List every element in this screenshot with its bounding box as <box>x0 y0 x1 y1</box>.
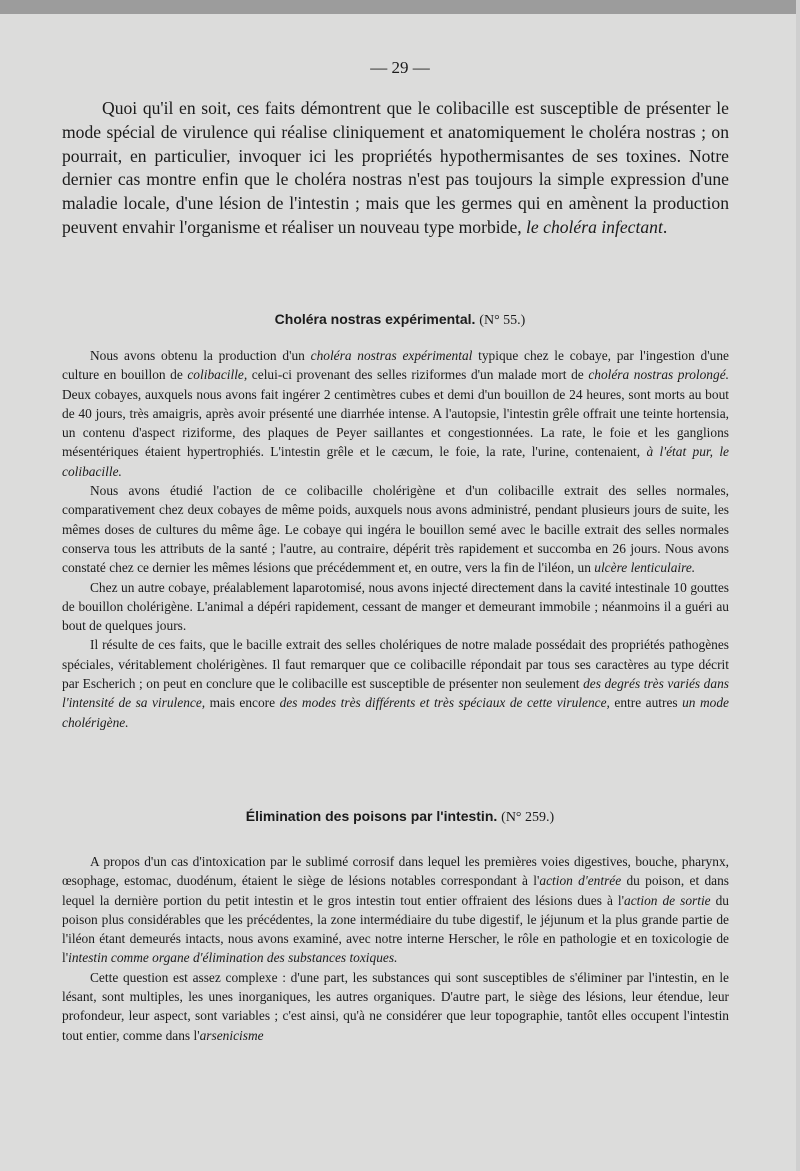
paragraph <box>62 346 729 481</box>
scan-top-border <box>0 0 800 14</box>
text-run: Il résulte de ces faits, que le bacille extrait des selles cholériques de notre malade possédait des propriétés pathogènes spéciales, véritablement cholérigènes. Il faut remarquer que ce colibacille répondait par tous ses caractères au type décrit par Escherich ; on peut en conclure que le colibacille est susceptible de présenter non seulement <box>62 637 729 692</box>
text-run: Chez un autre cobaye, préalablement laparotomisé, nous avons injecté directement dans la cavité intestinale 10 gouttes de bouillon cholérigène. L'animal a dépéri rapidement, cessant de manger et demeurant immobile ; néanmoins il a guéri au bout de quelques jours. <box>62 579 729 634</box>
intro-text: Quoi qu'il en soit, ces faits démontrent que le colibacille est susceptible de présenter le mode spécial de virulence qui réalise cliniquement et anatomiquement le choléra nostras ; on pourrait, en particulier, invoquer ici les propriétés hypothermisantes de ses toxines. Notre dernier cas montre enfin que le choléra nostras n'est pas toujours la simple expression d'une maladie locale, d'une lésion de l'intestin ; mais que les germes qui en amènent la production peuvent envahir l'organisme et réaliser un nouveau type morbide, <box>62 98 729 237</box>
text-run: Cette question est assez complexe : d'une part, les substances qui sont susceptibles de s'éliminer par l'intestin, en le lésant, sont multiples, les unes inorganiques, les autres organiques. D'autre part, le siège des lésions, leur étendue, leur profondeur, leur aspect, sont variables ; c'est ainsi, qu'à ne considérer que leur topographie, tantôt elles occupent l'intestin tout entier, comme dans l' <box>62 969 729 1043</box>
section-body-elimination <box>62 852 729 1045</box>
section-body-cholera <box>62 346 729 732</box>
paragraph <box>62 635 729 731</box>
italic-run: action d'entrée <box>539 873 622 889</box>
italic-run: ulcère lenticulaire. <box>594 560 696 576</box>
paragraph <box>62 852 729 968</box>
text-run: typique chez le cobaye, par l'ingestion d'une culture en bouillon de <box>62 348 729 383</box>
italic-run: colibacille, <box>187 367 248 383</box>
section-reference: (N° 55.) <box>479 313 526 328</box>
scan-right-border <box>796 0 800 1171</box>
section-heading-text: Élimination des poisons par l'intestin. <box>245 808 498 824</box>
text-run: Deux cobayes, auxquels nous avons fait ingérer 2 centimètres cubes et demi d'un bouillon de 24 heures, sont morts au bout de 40 jours, très amaigris, après avoir présenté une diarrhée intense. A l'autopsie, l'intestin grêle offrait une teinte hortensia, un contenu d'aspect riziforme, des plaques de Peyer saillantes et congestionnées. La rate, le foie et les ganglions mésentériques étaient hypertrophiés. L'intestin grêle et le cæcum, le foie, la rate, l'urine, contenaient, <box>62 386 729 460</box>
italic-run: arsenicisme <box>199 1027 264 1043</box>
section-reference: (N° 259.) <box>501 810 555 825</box>
text-run: Nous avons obtenu la production d'un <box>90 348 311 363</box>
italic-run: un mode cholérigène. <box>62 695 729 730</box>
text-run: celui-ci provenant des selles riziformes d'un malade mort de <box>247 367 589 383</box>
section-heading-cholera <box>0 311 800 329</box>
italic-run: des degrés très variés dans l'intensité de sa virulence, <box>62 676 729 711</box>
text-run: du poison plus considérables que les précédentes, la zone intermédiaire du tube digestif, le jéjunum et la plus grande partie de l'iléon étant demeurés intacts, nous avons examiné, avec notre interne Herscher, le rôle en pathologie et en toxicologie de l' <box>62 892 729 966</box>
italic-run: intestin comme organe d'élimination des substances toxiques. <box>68 950 398 966</box>
italic-run: choléra nostras expérimental <box>310 348 473 363</box>
italic-run: des modes très différents et très spéciaux de cette virulence, <box>279 695 610 711</box>
paragraph <box>62 968 729 1045</box>
text-run: du poison, et dans lequel la dernière portion du petit intestin et le gros intestin tout entier offraient des lésions dues à l' <box>62 873 729 908</box>
text-run: Nous avons étudié l'action de ce colibacille cholérigène et d'un colibacille extrait des selles normales, comparativement chez deux cobayes de même poids, auxquels nous avons administré, pendant plusieurs jours de suite, les mêmes doses de cultures du même âge. Le cobaye qui ingéra le bouillon semé avec le bacille extrait des selles normales conserva tous les attributs de la santé ; l'autre, au contraire, dépérit très rapidement et succomba en 26 jours. Nous avons constaté chez ce dernier les mêmes lésions que précédemment et, en outre, vers la fin de l'iléon, un <box>62 483 729 576</box>
section-heading-elimination <box>0 808 800 826</box>
intro-paragraph <box>62 97 729 240</box>
intro-end: . <box>662 216 668 237</box>
section-heading-text: Choléra nostras expérimental. <box>274 311 476 327</box>
italic-run: choléra nostras prolongé. <box>588 367 729 383</box>
text-run: mais encore <box>205 695 280 711</box>
italic-run: action de sortie <box>624 892 711 908</box>
text-run: A propos d'un cas d'intoxication par le sublimé corrosif dans lequel les premières voies digestives, bouche, pharynx, œsophage, estomac, duodénum, étaient le siège de lésions notables correspondant à l' <box>62 854 729 889</box>
paragraph <box>62 578 729 636</box>
page-number: — 29 — <box>370 58 430 77</box>
paragraph <box>62 481 729 577</box>
italic-run: à l'état pur, le colibacille. <box>62 444 729 479</box>
intro-emphasis: le choléra infectant <box>526 216 663 237</box>
text-run: entre autres <box>609 695 683 711</box>
